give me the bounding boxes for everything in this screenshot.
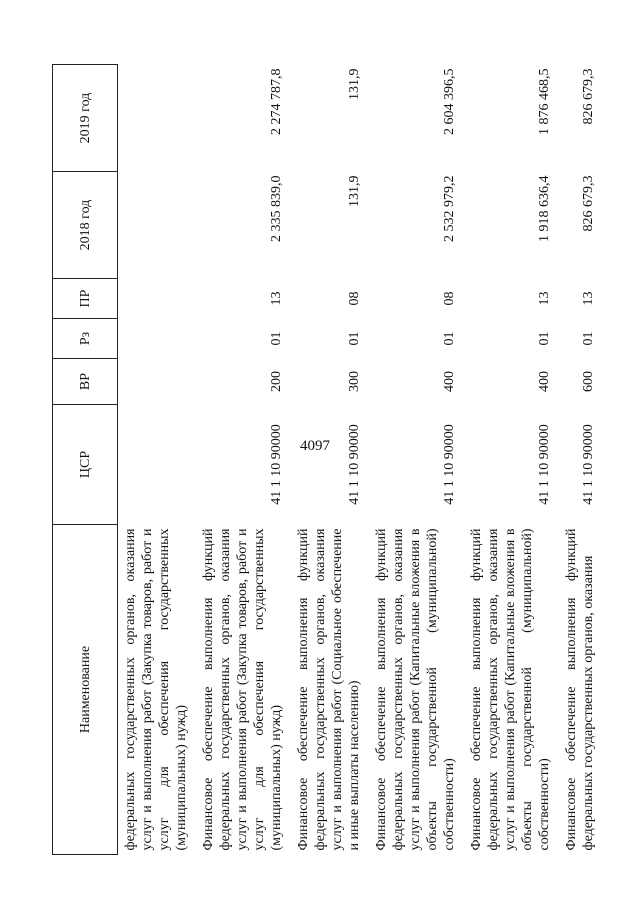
header-2019: 2019 год xyxy=(53,65,118,172)
row-2018 xyxy=(118,172,197,279)
row-2019: 826 679,3 xyxy=(581,68,596,125)
row-vr: 400 xyxy=(537,371,552,392)
row-name: Финансовое обеспечение выполнения функций федеральных государственных органов, оказания услуг и выполнения работ (Социальное обеспечение и иные выплаты населению) xyxy=(296,528,362,851)
row-vr: 200 xyxy=(269,371,284,392)
header-rz: Рз xyxy=(53,319,118,359)
row-pr: 13 xyxy=(537,291,552,306)
table-row xyxy=(196,65,291,855)
row-rz: 01 xyxy=(581,331,596,346)
table-row xyxy=(118,65,197,855)
row-rz: 01 xyxy=(347,331,362,346)
row-pr: 08 xyxy=(442,291,457,306)
header-name: Наименование xyxy=(53,525,118,855)
row-2018: 2 532 979,2 xyxy=(442,175,457,242)
row-name: Финансовое обеспечение выполнения функций федеральных государственных органов, оказания услуг и выполнения работ (Капитальные вложения в объекты государственной (муниципальной) собственности) xyxy=(469,528,552,851)
table-row xyxy=(559,65,599,855)
row-2019: 2 604 396,5 xyxy=(442,68,457,135)
row-rz: 01 xyxy=(537,331,552,346)
row-vr: 600 xyxy=(581,371,596,392)
row-rz: 01 xyxy=(269,331,284,346)
row-rz xyxy=(118,319,197,359)
row-csr: 41 1 10 90000 xyxy=(269,424,284,505)
table-row xyxy=(369,65,464,855)
row-2019 xyxy=(118,65,197,172)
row-csr xyxy=(118,405,197,525)
row-2018: 2 335 839,0 xyxy=(269,175,284,242)
row-2018: 1 918 636,4 xyxy=(537,175,552,242)
row-csr: 41 1 10 90000 xyxy=(442,424,457,505)
page-number: 4097 xyxy=(300,438,330,454)
row-name: федеральных государственных органов, оказания услуг и выполнения работ (Закупка товаров, работ и услуг для обеспечения государственных (муниципальных) нужд) xyxy=(123,528,189,851)
table-header-row xyxy=(53,65,118,855)
row-2018: 131,9 xyxy=(347,175,362,207)
row-pr: 08 xyxy=(347,291,362,306)
row-csr: 41 1 10 90000 xyxy=(537,424,552,505)
row-name: Финансовое обеспечение выполнения функций федеральных государственных органов, оказания xyxy=(564,528,596,851)
row-vr xyxy=(118,359,197,405)
table-row xyxy=(464,65,559,855)
row-2018: 826 679,3 xyxy=(581,175,596,232)
rotated-table-container xyxy=(52,65,612,855)
row-vr: 300 xyxy=(347,371,362,392)
header-csr: ЦСР xyxy=(53,405,118,525)
row-name: Финансовое обеспечение выполнения функций федеральных государственных органов, оказания услуг и выполнения работ (Капитальные вложения в объекты государственной (муниципальной) собственности) xyxy=(374,528,457,851)
row-2019: 1 876 468,5 xyxy=(537,68,552,135)
table-row xyxy=(291,65,369,855)
row-pr: 13 xyxy=(581,291,596,306)
row-vr: 400 xyxy=(442,371,457,392)
header-2018: 2018 год xyxy=(53,172,118,279)
row-pr xyxy=(118,279,197,319)
row-pr: 13 xyxy=(269,291,284,306)
header-pr: ПР xyxy=(53,279,118,319)
row-csr: 41 1 10 90000 xyxy=(581,424,596,505)
header-vr: ВР xyxy=(53,359,118,405)
row-2019: 131,9 xyxy=(347,68,362,100)
row-csr: 41 1 10 90000 xyxy=(347,424,362,505)
row-name: Финансовое обеспечение выполнения функций федеральных государственных органов, оказания услуг и выполнения работ (Закупка товаров, работ и услуг для обеспечения государственных (муниципальных) нужд) xyxy=(201,528,284,851)
row-rz: 01 xyxy=(442,331,457,346)
budget-table xyxy=(52,64,599,855)
row-2019: 2 274 787,8 xyxy=(269,68,284,135)
